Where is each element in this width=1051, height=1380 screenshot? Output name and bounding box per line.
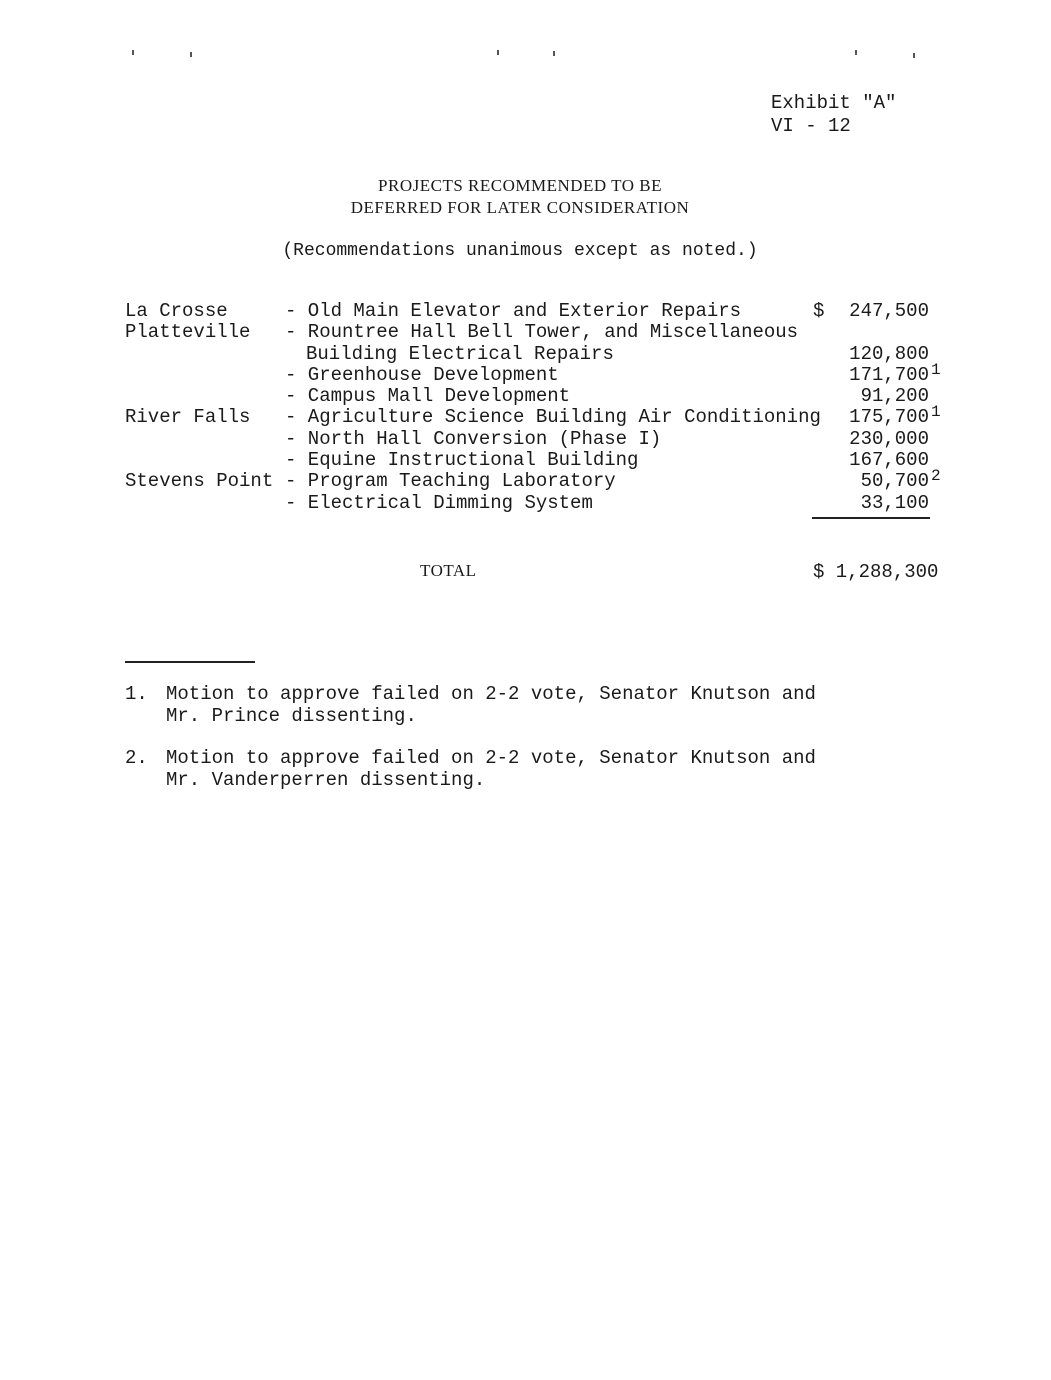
project-description: Building Electrical Repairs	[306, 342, 614, 365]
footnotes	[125, 683, 825, 811]
scan-mark	[553, 51, 555, 56]
heading-line-1: PROJECTS RECOMMENDED TO BE	[378, 176, 662, 195]
table-row	[125, 450, 955, 471]
currency-symbol: $	[813, 300, 825, 322]
table-row	[125, 301, 955, 322]
campus-name: Stevens Point	[125, 470, 274, 493]
exhibit-title: Exhibit "A"	[771, 92, 897, 114]
table-row	[125, 403, 955, 429]
table-row	[125, 344, 955, 365]
footnote	[125, 683, 825, 727]
project-description: - Equine Instructional Building	[285, 449, 639, 472]
project-description: - North Hall Conversion (Phase I)	[285, 427, 662, 450]
footnote-text: Motion to approve failed on 2-2 vote, Senator Knutson and Mr. Prince dissenting.	[166, 683, 816, 727]
project-description: - Campus Mall Development	[285, 385, 571, 408]
subtotal-rule	[812, 517, 930, 519]
total-amount: $ 1,288,300	[813, 561, 939, 583]
project-amount: 175,700	[849, 406, 929, 429]
footnote-marker: 1	[931, 360, 941, 379]
exhibit-label	[771, 92, 896, 138]
project-description: - Agriculture Science Building Air Conditioning	[285, 406, 821, 429]
project-amount: 50,700	[860, 470, 929, 493]
campus-name: La Crosse	[125, 300, 228, 322]
project-amount: 91,200	[860, 385, 929, 408]
scan-mark	[913, 53, 915, 58]
footnote-marker: 2	[931, 467, 941, 486]
project-amount: 230,000	[849, 427, 929, 450]
project-description: - Greenhouse Development	[285, 363, 559, 386]
campus-name: River Falls	[125, 406, 251, 429]
project-description: - Program Teaching Laboratory	[285, 470, 616, 493]
campus-name: Platteville	[125, 321, 251, 344]
project-description: - Electrical Dimming System	[285, 491, 593, 514]
footnote-number: 2.	[125, 747, 148, 769]
project-amount: 167,600	[849, 449, 929, 472]
footnote-text: Motion to approve failed on 2-2 vote, Senator Knutson and Mr. Vanderperren dissenting.	[166, 747, 816, 791]
footnote-number: 1.	[125, 683, 148, 705]
scan-mark	[190, 52, 192, 57]
footnote-rule	[125, 661, 255, 663]
scan-mark	[855, 50, 857, 55]
table-row	[125, 360, 955, 386]
projects-table	[125, 301, 955, 514]
total-label: TOTAL	[420, 561, 477, 580]
project-amount: 247,500	[849, 300, 929, 322]
heading-note: (Recommendations unanimous except as noted.)	[282, 241, 758, 261]
scan-mark	[132, 50, 134, 55]
table-row	[125, 467, 955, 493]
project-amount: 171,700	[849, 363, 929, 386]
project-amount: 120,800	[849, 342, 929, 365]
project-amount: 33,100	[860, 491, 929, 514]
table-row	[125, 493, 955, 514]
exhibit-number: VI - 12	[771, 115, 851, 137]
footnote	[125, 747, 825, 791]
table-row	[125, 322, 955, 343]
project-description: - Rountree Hall Bell Tower, and Miscellaneous	[285, 321, 799, 344]
project-description: - Old Main Elevator and Exterior Repairs	[285, 300, 742, 322]
table-row	[125, 429, 955, 450]
table-row	[125, 386, 955, 407]
heading-line-2: DEFERRED FOR LATER CONSIDERATION	[350, 198, 690, 217]
footnote-marker: 1	[931, 403, 941, 422]
scan-mark	[497, 50, 499, 55]
